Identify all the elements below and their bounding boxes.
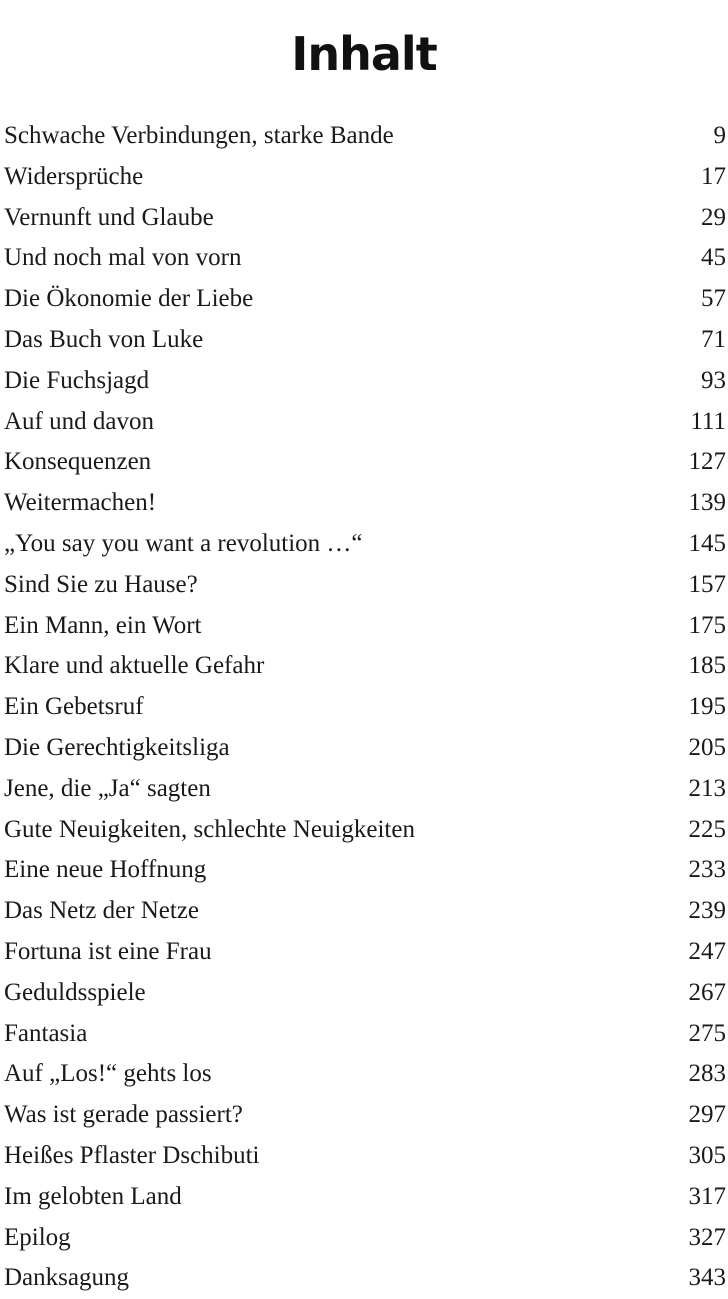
toc-entry-title: Die Gerechtigkeitsliga — [4, 733, 230, 761]
toc-entry-page-number: 57 — [701, 285, 726, 313]
toc-entry-title: Konsequenzen — [4, 448, 152, 476]
toc-entry — [0, 238, 726, 279]
toc-entry — [0, 932, 726, 973]
toc-entry-page-number: 17 — [701, 162, 726, 190]
toc-entry-title: Die Fuchsjagd — [4, 366, 150, 394]
toc-entry-page-number: 111 — [690, 407, 726, 435]
toc-entry — [0, 728, 726, 769]
toc-entry-title: Klare und aktuelle Gefahr — [4, 652, 265, 680]
toc-entry — [0, 320, 726, 361]
toc-entry-title: „You say you want a revolution …“ — [4, 529, 363, 557]
toc-entry — [0, 646, 726, 687]
toc-entry-title: Die Ökonomie der Liebe — [4, 285, 254, 313]
toc-entry-title: Eine neue Hoffnung — [4, 856, 207, 884]
toc-entry-title: Ein Gebetsruf — [4, 693, 144, 721]
toc-entry-page-number: 71 — [701, 325, 726, 353]
toc-entry-title: Widersprüche — [4, 162, 144, 190]
toc-entry-page-number: 139 — [688, 489, 726, 517]
toc-entry — [0, 687, 726, 728]
toc-entry-page-number: 93 — [701, 366, 726, 394]
toc-entry — [0, 810, 726, 851]
toc-entry-title: Geduldsspiele — [4, 978, 146, 1006]
toc-entry-title: Gute Neuigkeiten, schlechte Neuigkeiten — [4, 815, 415, 843]
toc-entry — [0, 483, 726, 524]
toc-entry-page-number: 305 — [688, 1141, 726, 1169]
toc-entry — [0, 1136, 726, 1177]
toc-entry-page-number: 239 — [688, 897, 726, 925]
toc-entry — [0, 891, 726, 932]
toc-entry — [0, 1218, 726, 1259]
toc-entry-title: Sind Sie zu Hause? — [4, 570, 198, 598]
toc-entry — [0, 769, 726, 810]
toc-entry — [0, 1258, 726, 1299]
toc-entry-page-number: 45 — [701, 244, 726, 272]
toc-entry-page-number: 343 — [688, 1264, 726, 1292]
toc-entry-title: Heißes Pflaster Dschibuti — [4, 1141, 260, 1169]
toc-entry — [0, 606, 726, 647]
toc-entry-title: Fortuna ist eine Frau — [4, 937, 212, 965]
toc-entry — [0, 565, 726, 606]
toc-entry-page-number: 157 — [688, 570, 726, 598]
toc-entry-page-number: 327 — [688, 1223, 726, 1251]
toc-entry — [0, 1014, 726, 1055]
toc-entry — [0, 1177, 726, 1218]
toc-entry — [0, 1054, 726, 1095]
toc-entry-title: Danksagung — [4, 1264, 129, 1292]
toc-entry-page-number: 297 — [688, 1101, 726, 1129]
toc-entry-page-number: 195 — [688, 693, 726, 721]
toc-entry — [0, 198, 726, 239]
toc-entry — [0, 1095, 726, 1136]
toc-entry-page-number: 29 — [701, 203, 726, 231]
toc-entry-title: Weitermachen! — [4, 489, 157, 517]
toc-entry-title: Vernunft und Glaube — [4, 203, 214, 231]
toc-entry — [0, 442, 726, 483]
toc-entry-title: Epilog — [4, 1223, 71, 1251]
toc-entry — [0, 524, 726, 565]
toc-entry — [0, 850, 726, 891]
toc-entry-page-number: 185 — [688, 652, 726, 680]
toc-entry-title: Ein Mann, ein Wort — [4, 611, 202, 639]
toc-entry-title: Und noch mal von vorn — [4, 244, 242, 272]
toc-entry-page-number: 317 — [688, 1182, 726, 1210]
toc-entry-page-number: 205 — [688, 733, 726, 761]
toc-entry-page-number: 127 — [688, 448, 726, 476]
toc-entry-page-number: 145 — [688, 529, 726, 557]
toc-entry-title: Was ist gerade passiert? — [4, 1101, 243, 1129]
toc-entry — [0, 402, 726, 443]
toc-entry-page-number: 9 — [713, 122, 726, 149]
toc-entry-title: Auf „Los!“ gehts los — [4, 1060, 212, 1088]
toc-entry-title: Das Netz der Netze — [4, 897, 200, 925]
toc-entry-page-number: 225 — [688, 815, 726, 843]
toc-entry-title: Fantasia — [4, 1019, 88, 1047]
toc-entry-page-number: 175 — [688, 611, 726, 639]
table-of-contents — [0, 116, 726, 1299]
toc-entry-page-number: 267 — [688, 978, 726, 1006]
toc-entry-title: Auf und davon — [4, 407, 154, 435]
toc-entry-page-number: 247 — [688, 937, 726, 965]
toc-entry-title: Jene, die „Ja“ sagten — [4, 774, 211, 802]
toc-entry — [0, 116, 726, 157]
toc-entry-title: Das Buch von Luke — [4, 325, 204, 353]
toc-entry-title: Im gelobten Land — [4, 1182, 182, 1210]
toc-entry — [0, 361, 726, 402]
toc-entry — [0, 157, 726, 198]
page-title: Inhalt — [291, 26, 437, 81]
toc-entry-title: Schwache Verbindungen, starke Bande — [4, 122, 394, 149]
toc-entry-page-number: 283 — [688, 1060, 726, 1088]
toc-entry-page-number: 233 — [688, 856, 726, 884]
toc-entry — [0, 973, 726, 1014]
toc-entry-page-number: 213 — [688, 774, 726, 802]
toc-entry — [0, 279, 726, 320]
toc-entry-page-number: 275 — [688, 1019, 726, 1047]
